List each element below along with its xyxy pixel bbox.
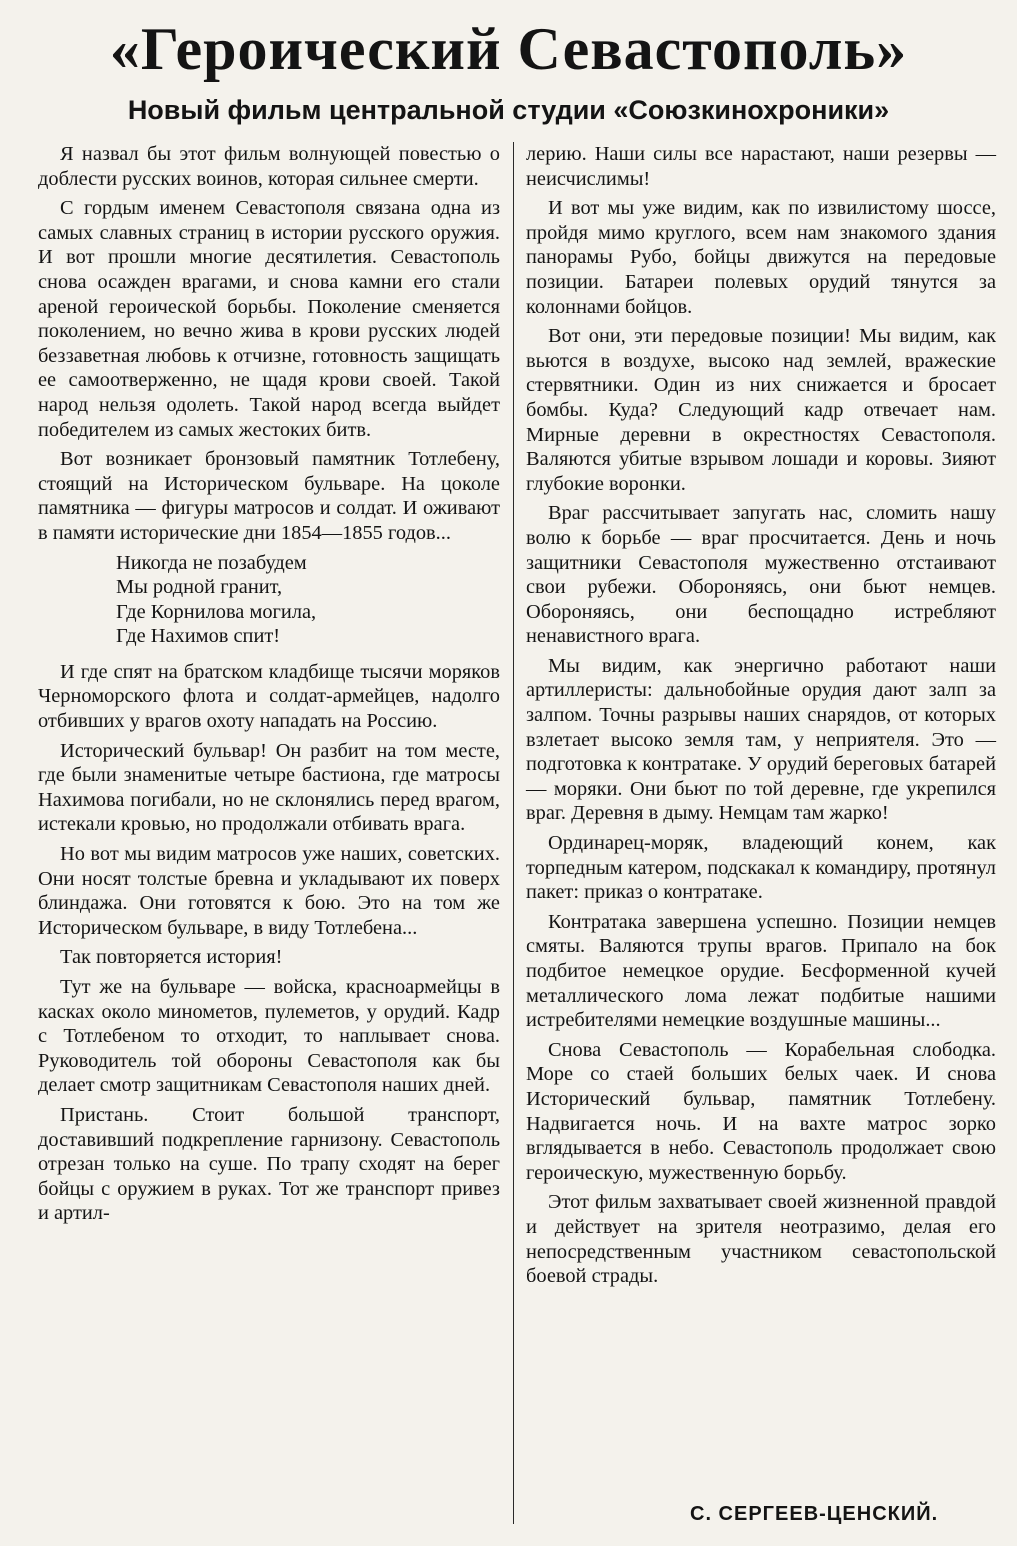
paragraph: Ординарец-моряк, владеющий конем, как торпедным катером, подскакал к командиру, протянул пакет: приказ о контратаке. — [526, 832, 996, 904]
poem-line: Где Корнилова могила, — [116, 600, 317, 623]
paragraph: И где спят на братском кладбище тысячи моряков Черноморского флота и солдат-армейцев, надолго отбивших у врагов охоту нападать на Россию. — [38, 660, 500, 733]
paragraph: Вот возникает бронзовый памятник Тотлебену, стоящий на Историческом бульваре. На цоколе памятника — фигуры матросов и солдат. И оживают в памяти исторические дни 1854—1855 годов... — [38, 448, 500, 544]
paragraph-continued: лерию. Наши силы все нарастают, наши резервы — неисчислимы! — [526, 143, 996, 190]
paragraph: Контратака завершена успешно. Позиции немцев смяты. Валяются трупы врагов. Припало на бок подбитое немецкое орудие. Бесформенной кучей металлического лома лежат подбитые нашими истребителями немецкие воздушные машины... — [526, 910, 996, 1032]
article-title: «Героический Севастополь» — [109, 16, 908, 82]
right-column — [526, 142, 996, 1294]
paragraph: Исторический бульвар! Он разбит на том месте, где были знаменитые четыре бастиона, где матросы Нахимова погибали, но не склонялись перед врагом, истекали кровью, но продолжали отбивать врага. — [38, 739, 500, 836]
paragraph: Этот фильм захватывает своей жизненной правдой и действует на зрителя неотразимо, делая его непосредственным участником севастопольской боевой страды. — [526, 1191, 996, 1288]
poem-quote — [116, 551, 500, 649]
paragraph: Так повторяется история! — [60, 946, 283, 969]
column-divider — [513, 142, 514, 1524]
poem-line: Мы родной гранит, — [116, 576, 283, 599]
author-signature: С. СЕРГЕЕВ-ЦЕНСКИЙ. — [690, 1503, 939, 1525]
paragraph: С гордым именем Севастополя связана одна из самых славных страниц в истории русского оружия. И вот прошли многие десятилетия. Севастополь снова осажден врагами, и снова камни его стали ареной героической борьбы. Поколение сменяется поколением, но вечно жива в крови русских людей беззаветная любовь к отчизне, готовность защищать ее самоотверженно, не щадя крови своей. Такой народ нельзя одолеть. Такой народ всегда выйдет победителем из самых жестоких битв. — [38, 197, 500, 441]
poem-line: Где Нахимов спит! — [116, 625, 281, 648]
left-column — [38, 142, 500, 1231]
paragraph: И вот мы уже видим, как по извилистому шоссе, пройдя мимо круглого, всем нам знакомого здания панорамы Рубо, бойцы движутся на передовые позиции. Батареи полевых орудий тянутся за колоннами бойцов. — [526, 197, 996, 318]
paragraph: Вот они, эти передовые позиции! Мы видим, как вьются в воздухе, высоко над землей, вражеские стервятники. Один из них снижается и бросает бомбы. Куда? Следующий кадр отвечает нам. Мирные деревни в окрестностях Севастополя. Валяются убитые взрывом лошади и коровы. Зияют глубокие воронки. — [526, 325, 996, 495]
paragraph: Враг рассчитывает запугать нас, сломить нашу волю к борьбе — враг просчитается. День и ночь защитники Севастополя мужественно отстаивают свои рубежи. Обороняясь, они бьют немцев. Обороняясь, они беспощадно истребляют ненавистного врага. — [526, 502, 996, 648]
paragraph: Я назвал бы этот фильм волнующей повестью о доблести русских воинов, которая сильнее смерти. — [38, 143, 500, 190]
paragraph: Снова Севастополь — Корабельная слободка. Море со стаей больших белых чаек. И снова Исторический бульвар, памятник Тотлебену. Надвигается ночь. И на вахте матрос зорко вглядывается в небо. Севастополь продолжает свою героическую, мужественную борьбу. — [526, 1038, 996, 1184]
poem-line: Никогда не позабудем — [116, 551, 307, 574]
paragraph: Пристань. Стоит большой транспорт, доставивший подкрепление гарнизону. Севастополь отрезан только на суше. По трапу сходят на берег бойцы с оружием в руках. Тот же транспорт привез и артил- — [38, 1103, 500, 1225]
paragraph: Тут же на бульваре — войска, красноармейцы в касках около минометов, пулеметов, у орудий. Кадр с Тотлебеном то отходит, то наплывает снова. Руководитель той обороны Севастополя как бы делает смотр защитникам Севастополя наших дней. — [38, 976, 500, 1097]
paragraph: Мы видим, как энергично работают наши артиллеристы: дальнобойные орудия дают залп за залпом. Точны разрывы наших снарядов, от которых взлетает высоко земля там, у неприятеля. Это — подготовка к контратаке. У орудий береговых батарей — моряки. Они бьют по той деревне, где укрепился враг. Деревня в дыму. Немцам там жарко! — [526, 654, 996, 825]
paragraph: Но вот мы видим матросов уже наших, советских. Они носят толстые бревна и укладывают их поверх блиндажа. Они готовятся к бою. Это на том же Историческом бульваре, в виду Тотлебена... — [38, 843, 500, 939]
article-subtitle: Новый фильм центральной студии «Союзкинохроники» — [127, 95, 890, 125]
